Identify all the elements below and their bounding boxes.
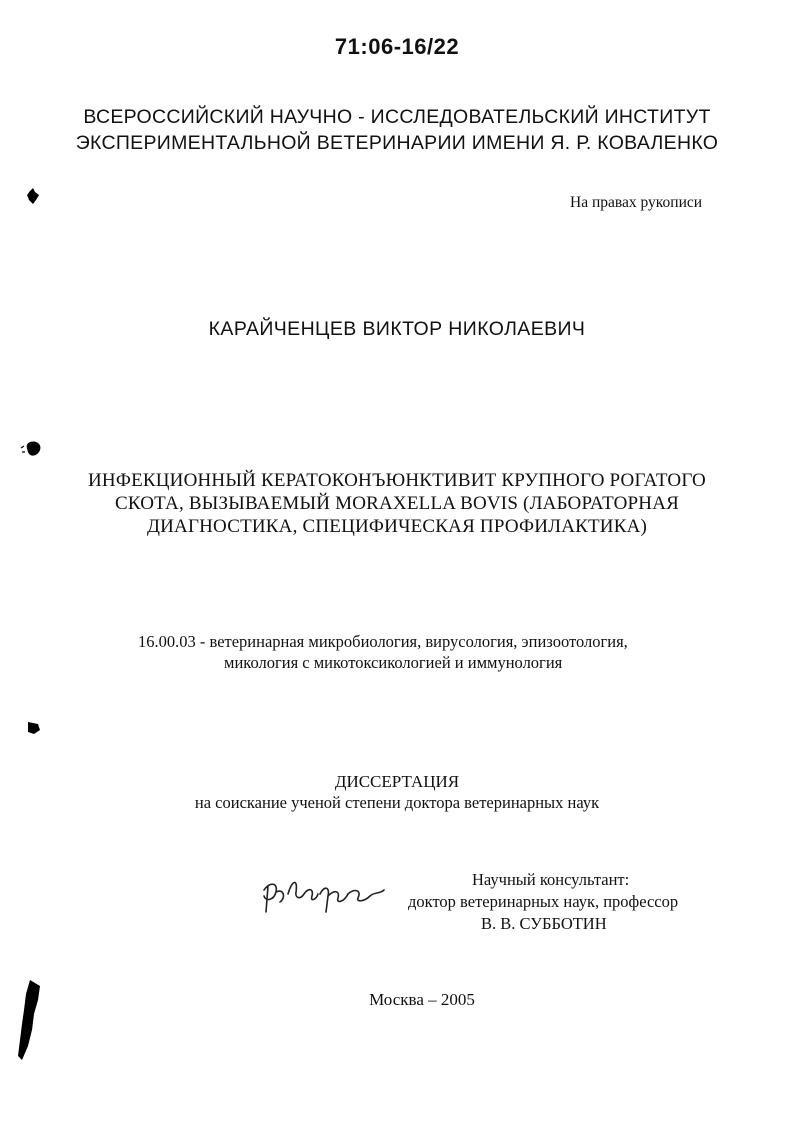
- specialty-line-1: 16.00.03 - ветеринарная микробиология, вирусология, эпизоотология,: [138, 632, 628, 651]
- author-name: КАРАЙЧЕНЦЕВ ВИКТОР НИКОЛАЕВИЧ: [208, 318, 586, 340]
- degree-line: на соискание ученой степени доктора ветеринарных наук: [194, 793, 600, 812]
- title-line-1: ИНФЕКЦИОННЫЙ КЕРАТОКОНЪЮНКТИВИТ КРУПНОГО РОГАТОГО: [88, 470, 706, 491]
- scan-mark-2: [20, 440, 42, 458]
- title-line-2: СКОТА, ВЫЗЫВАЕМЫЙ MORAXELLA BOVIS (ЛАБОРАТОРНАЯ: [114, 493, 680, 514]
- scan-mark-edge: [10, 980, 46, 1060]
- title-line-3: ДИАГНОСТИКА, СПЕЦИФИЧЕСКАЯ ПРОФИЛАКТИКА): [146, 516, 648, 537]
- consultant-name: В. В. СУББОТИН: [481, 914, 607, 933]
- institution-line-2: ЭКСПЕРИМЕНТАЛЬНОЙ ВЕТЕРИНАРИИ ИМЕНИ Я. Р. КОВАЛЕНКО: [75, 132, 719, 154]
- rights-note: На правах рукописи: [570, 194, 703, 211]
- institution-line-1: ВСЕРОССИЙСКИЙ НАУЧНО - ИССЛЕДОВАТЕЛЬСКИЙ ИНСТИТУТ: [83, 106, 711, 128]
- catalog-code: 71:06-16/22: [334, 34, 460, 59]
- dissertation-label: ДИССЕРТАЦИЯ: [334, 772, 460, 791]
- city-year: Москва – 2005: [369, 990, 475, 1009]
- scan-mark-3: [26, 720, 40, 736]
- scan-mark-1: [26, 188, 40, 204]
- consultant-position: доктор ветеринарных наук, профессор: [408, 892, 679, 911]
- consultant-label: Научный консультант:: [472, 870, 630, 889]
- handwritten-signature: [258, 868, 388, 918]
- specialty-line-2: микология с микотоксикологией и иммунология: [224, 653, 563, 672]
